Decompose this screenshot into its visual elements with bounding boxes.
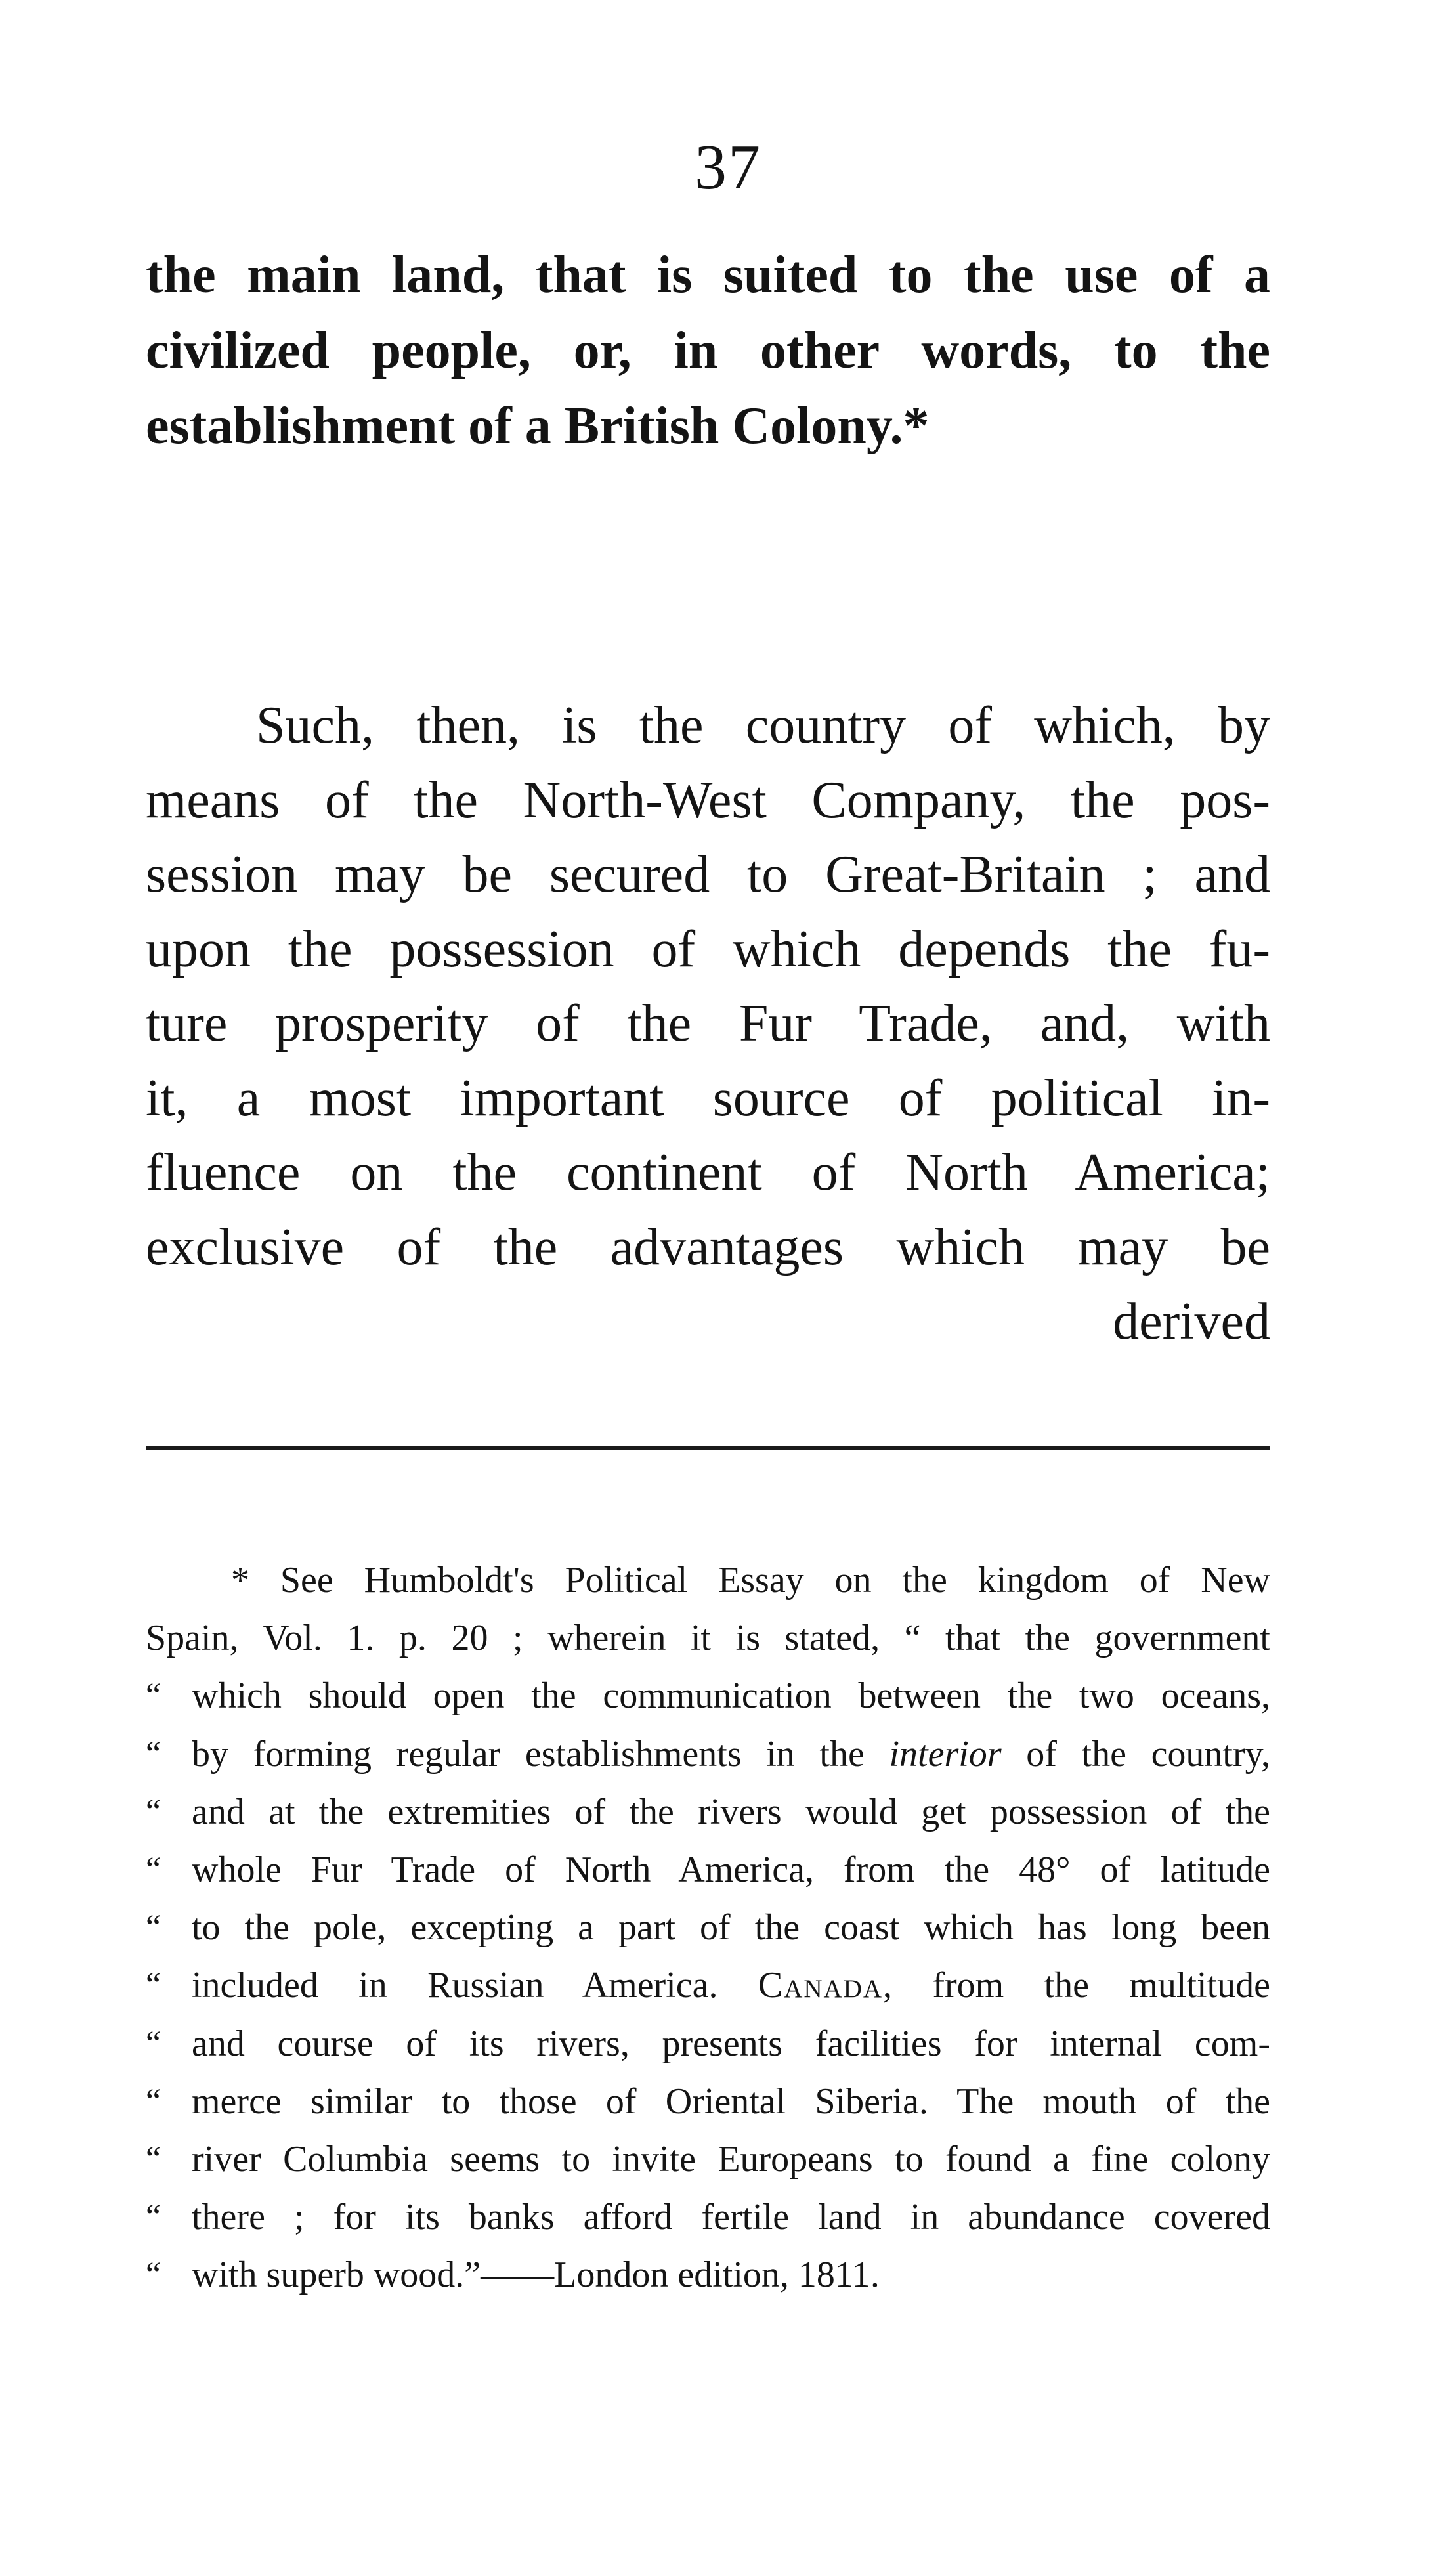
footnote-line bbox=[146, 1956, 1270, 2014]
footnote-line: * See Humboldt's Political Essay on the kingdom of New bbox=[231, 1560, 1270, 1601]
footnote-divider bbox=[146, 1446, 1270, 1450]
quote-mark: “ bbox=[146, 1792, 161, 1830]
footnote bbox=[146, 1551, 1270, 2304]
footnote-text: river Columbia seems to invite Europeans to found a fine colony bbox=[192, 2139, 1270, 2180]
text-line: means of the North-West Company, the pos- bbox=[146, 771, 1270, 829]
footnote-text-part: by forming regular establishments in the bbox=[192, 1733, 889, 1775]
footnote-text-part: of the country, bbox=[1001, 1733, 1270, 1775]
quote-mark: “ bbox=[146, 1735, 161, 1773]
footnote-text: merce similar to those of Oriental Siberia. The mouth of the bbox=[192, 2080, 1270, 2122]
footnote-text: which should open the communication between the two oceans, bbox=[192, 1675, 1270, 1717]
footnote-text: and at the extremities of the rivers would get possession of the bbox=[192, 1791, 1270, 1832]
quote-mark: “ bbox=[146, 1851, 161, 1889]
footnote-line bbox=[146, 1725, 1270, 1783]
quote-mark: “ bbox=[146, 2024, 161, 2062]
footnote-text-part: , from the multitude bbox=[883, 1965, 1271, 2006]
text-line: the main land, that is suited to the use of a bbox=[146, 246, 1270, 304]
quote-mark: “ bbox=[146, 1966, 161, 2004]
footnote-text bbox=[192, 1956, 1270, 2014]
footnote-line bbox=[146, 1667, 1270, 1725]
footnote-text: to the pole, excepting a part of the coast which has long been bbox=[192, 1907, 1270, 1949]
quote-mark: “ bbox=[146, 1677, 161, 1715]
text-line: it, a most important source of political in- bbox=[146, 1069, 1270, 1127]
text-line: ture prosperity of the Fur Trade, and, with bbox=[146, 995, 1270, 1052]
quote-mark: “ bbox=[146, 1908, 161, 1947]
text-line: establishment of a British Colony.* bbox=[146, 397, 930, 455]
footnote-text: with superb wood.”——London edition, 1811. bbox=[192, 2254, 880, 2296]
text-line: Such, then, is the country of which, by bbox=[256, 697, 1270, 754]
page-number: 37 bbox=[695, 132, 761, 203]
footnote-text: there ; for its banks afford fertile land in abundance covered bbox=[192, 2197, 1270, 2238]
text-line: upon the possession of which depends the fu- bbox=[146, 920, 1270, 978]
footnote-line bbox=[146, 2130, 1270, 2188]
footnote-text bbox=[192, 1725, 1270, 1783]
text-line: civilized people, or, in other words, to the bbox=[146, 322, 1270, 379]
footnote-line bbox=[146, 2188, 1270, 2246]
footnote-text: whole Fur Trade of North America, from the 48° of latitude bbox=[192, 1849, 1270, 1891]
quote-mark: “ bbox=[146, 2198, 161, 2236]
footnote-line bbox=[146, 1783, 1270, 1841]
quote-mark: “ bbox=[146, 2256, 161, 2294]
footnote-line bbox=[146, 2015, 1270, 2073]
footnote-line: Spain, Vol. 1. p. 20 ; wherein it is stated, “ that the government bbox=[146, 1618, 1270, 1659]
catchword: derived bbox=[1113, 1293, 1270, 1350]
footnote-text: and course of its rivers, presents facilities for internal com- bbox=[192, 2023, 1270, 2064]
quote-mark: “ bbox=[146, 2140, 161, 2178]
footnote-text-part: included in Russian America. bbox=[192, 1965, 758, 2006]
text-line: fluence on the continent of North America; bbox=[146, 1144, 1270, 1201]
text-line: exclusive of the advantages which may be bbox=[146, 1218, 1270, 1276]
footnote-line bbox=[146, 2073, 1270, 2130]
text-line: session may be secured to Great-Britain ; and bbox=[146, 846, 1270, 903]
italic-word: interior bbox=[889, 1733, 1002, 1775]
top-paragraph bbox=[146, 238, 1270, 464]
footnote-line bbox=[146, 1899, 1270, 1956]
main-paragraph bbox=[146, 689, 1270, 1360]
quote-mark: “ bbox=[146, 2082, 161, 2120]
footnote-line bbox=[146, 1841, 1270, 1899]
small-caps-word: Canada bbox=[758, 1965, 884, 2006]
footnote-line bbox=[146, 2246, 1270, 2304]
